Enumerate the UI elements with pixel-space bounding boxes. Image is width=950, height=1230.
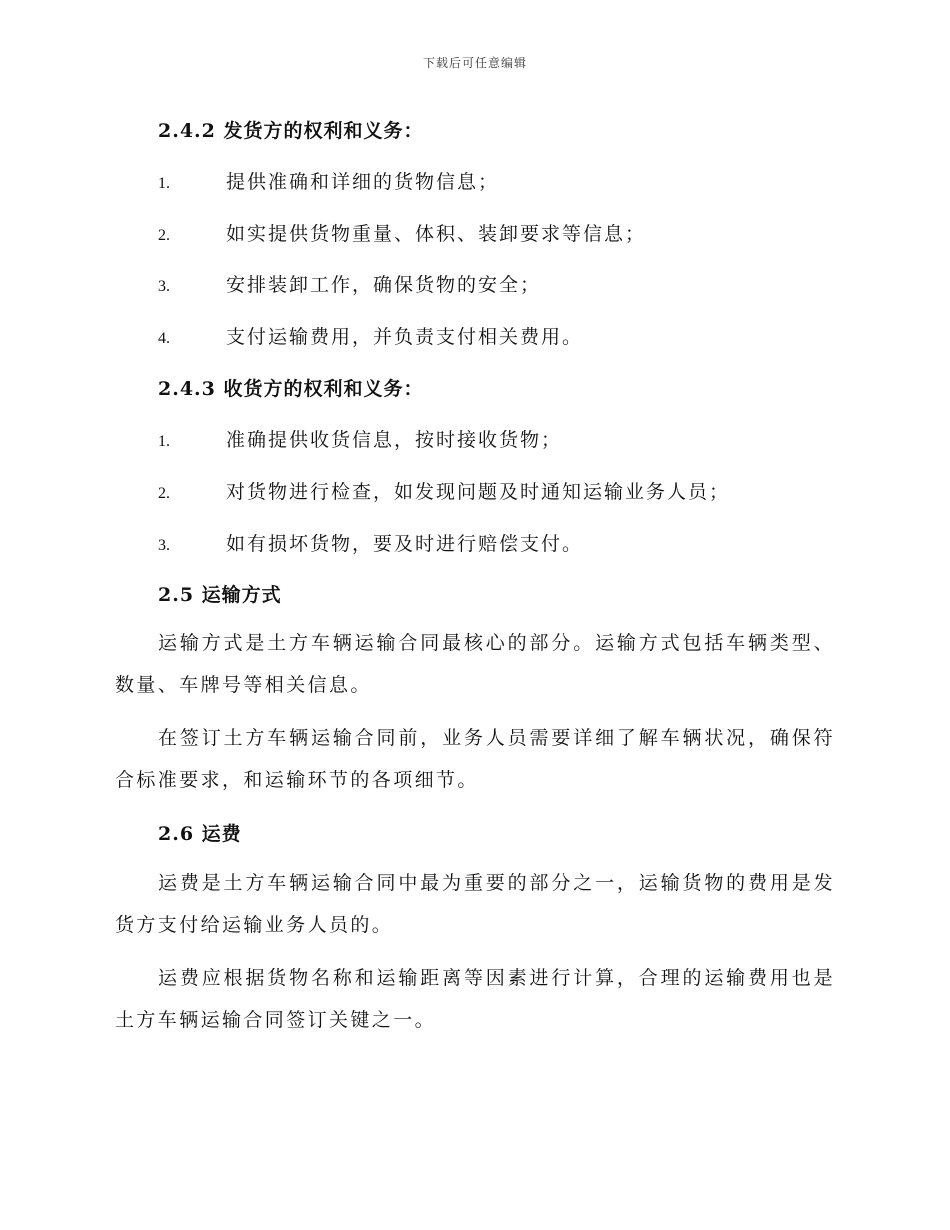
page-header: 下载后可任意编辑: [422, 56, 527, 70]
list-text: 对货物进行检查，如发现问题及时通知运输业务人员；: [226, 481, 731, 503]
list-text: 支付运输费用，并负责支付相关费用。: [226, 326, 584, 348]
heading-2-4-2: 2.4.2 发货方的权利和义务：: [158, 120, 424, 142]
list-number: 1.: [158, 175, 170, 192]
heading-2-6: 2.6 运费: [158, 823, 242, 845]
heading-2-4-3: 2.4.3 收货方的权利和义务：: [158, 378, 424, 400]
list-text: 准确提供收货信息，按时接收货物；: [226, 429, 563, 451]
list-number: 1.: [158, 433, 170, 450]
list-item: [158, 270, 858, 297]
list-number: 4.: [158, 330, 170, 347]
paragraph: 运费应根据货物名称和运输距离等因素进行计算，合理的运输费用也是土方车辆运输合同签订关键之一。: [115, 967, 835, 1031]
list-text: 安排装卸工作，确保货物的安全；: [226, 274, 542, 296]
list-item: [158, 219, 858, 246]
list-item: [158, 477, 858, 504]
list-item: [158, 322, 858, 349]
list-number: 2.: [158, 485, 170, 502]
list-number: 2.: [158, 227, 170, 244]
paragraph: 在签订土方车辆运输合同前，业务人员需要详细了解车辆状况，确保符合标准要求，和运输环节的各项细节。: [115, 727, 835, 791]
heading-2-5: 2.5 运输方式: [158, 584, 282, 606]
list-item: [158, 167, 858, 194]
list-text: 提供准确和详细的货物信息；: [226, 171, 500, 193]
paragraph: 运输方式是土方车辆运输合同最核心的部分。运输方式包括车辆类型、数量、车牌号等相关信息。: [115, 632, 835, 696]
list-number: 3.: [158, 537, 170, 554]
list-number: 3.: [158, 278, 170, 295]
list-item: [158, 529, 858, 556]
paragraph: 运费是土方车辆运输合同中最为重要的部分之一，运输货物的费用是发货方支付给运输业务人员的。: [115, 872, 835, 936]
list-item: [158, 425, 858, 452]
list-text: 如有损坏货物，要及时进行赔偿支付。: [226, 533, 584, 555]
list-text: 如实提供货物重量、体积、装卸要求等信息；: [226, 223, 647, 245]
